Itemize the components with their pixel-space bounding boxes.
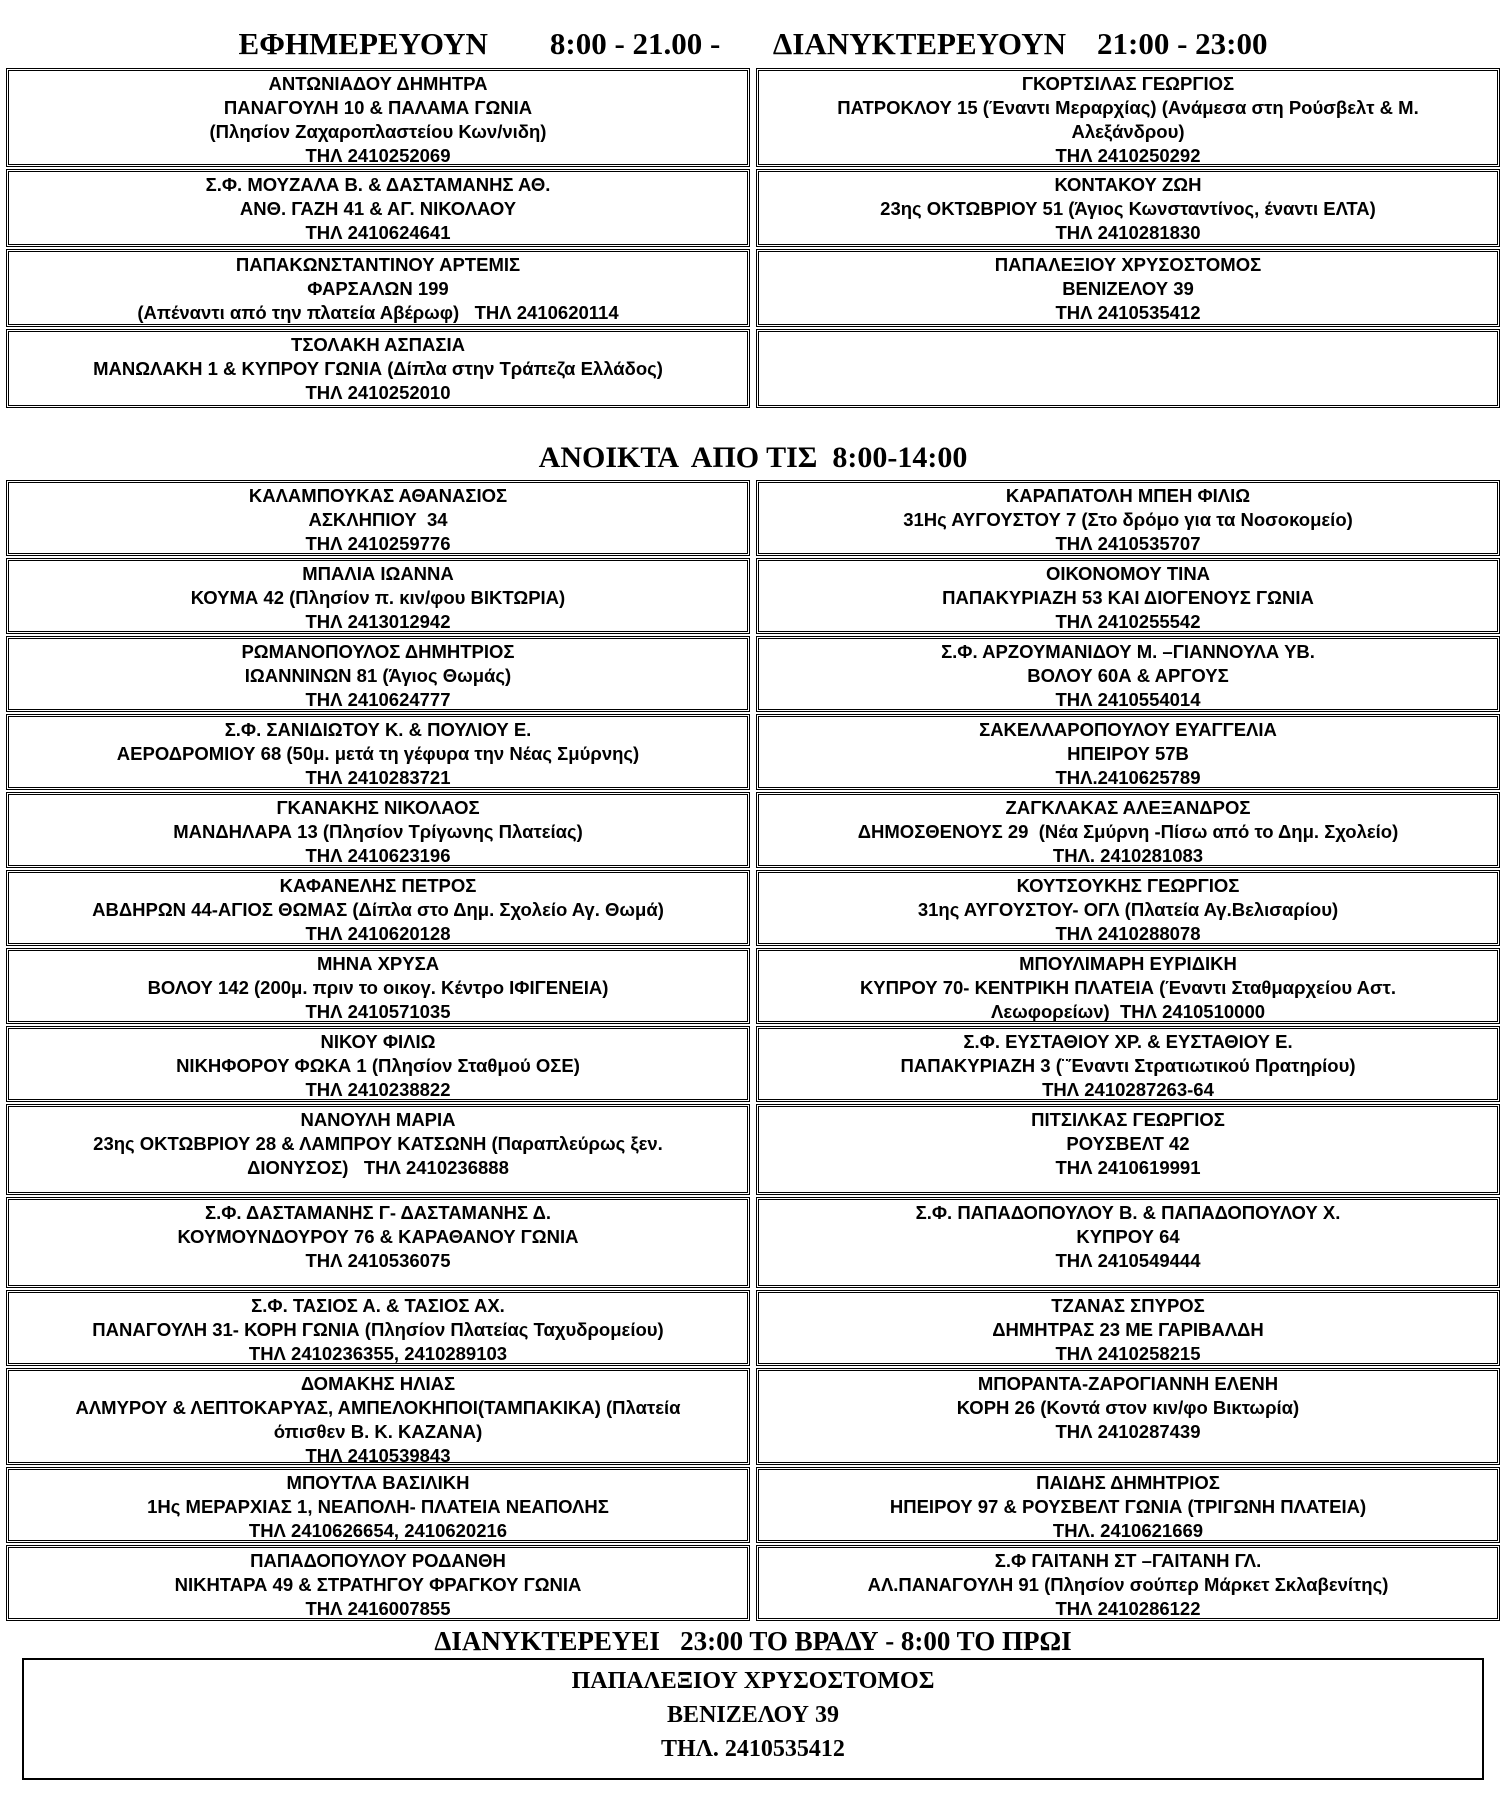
pharmacy-entry [756, 68, 1500, 167]
pharmacy-detail: ΡΟΥΣΒΕΛΤ 42 [1066, 1133, 1190, 1154]
pharmacy-entry [756, 1026, 1500, 1102]
pharmacy-detail: ΤΗΛ 2410281830 [1055, 222, 1201, 243]
duty-hours-heading: ΕΦΗΜΕΡΕΥΟΥΝ 8:00 - 21.00 - ΔΙΑΝΥΚΤΕΡΕΥΟΥΝ 21:00 - 23:00 [238, 26, 1268, 61]
pharmacy-entry [6, 1368, 750, 1465]
pharmacy-entry [756, 558, 1500, 634]
pharmacy-entry [6, 1290, 750, 1366]
pharmacy-name: Σ.Φ ΓΑΙΤΑΝΗ ΣΤ –ΓΑΙΤΑΝΗ ΓΛ. [994, 1550, 1262, 1571]
pharmacy-detail: ΤΗΛ 2410252069 [305, 145, 451, 166]
pharmacy-name: Σ.Φ. ΔΑΣΤΑΜΑΝΗΣ Γ- ΔΑΣΤΑΜΑΝΗΣ Δ. [204, 1202, 552, 1223]
pharmacy-detail: ΠΑΠΑΚΥΡΙΑΖΗ 3 (¨Έναντι Στρατιωτικού Πρατηρίου) [900, 1055, 1356, 1076]
pharmacy-detail: ΑΒΔΗΡΩΝ 44-ΑΓΙΟΣ ΘΩΜΑΣ (Δίπλα στο Δημ. Σχολείο Αγ. Θωμά) [92, 899, 664, 920]
pharmacy-detail: ΚΟΡΗ 26 (Κοντά στον κιν/φο Βικτωρία) [956, 1397, 1300, 1418]
pharmacy-entry [6, 1197, 750, 1288]
pharmacy-name: Σ.Φ. ΕΥΣΤΑΘΙΟΥ ΧΡ. & ΕΥΣΤΑΘΙΟΥ Ε. [963, 1031, 1293, 1052]
pharmacy-detail: ΤΗΛ 2410571035 [305, 1001, 451, 1022]
pharmacy-entry [6, 169, 750, 247]
overnight-pharmacy-address: ΒΕΝΙΖΕΛΟΥ 39 [667, 1702, 839, 1728]
pharmacy-name: ΟΙΚΟΝΟΜΟΥ ΤΙΝΑ [1045, 563, 1211, 584]
pharmacy-detail: ΒΟΛΟΥ 60Α & ΑΡΓΟΥΣ [1027, 665, 1229, 686]
pharmacy-name: ΠΑΠΑΛΕΞΙΟΥ ΧΡΥΣΟΣΤΟΜΟΣ [994, 254, 1262, 275]
open-hours-heading: ΑΝΟΙΚΤΑ ΑΠΟ ΤΙΣ 8:00-14:00 [538, 441, 968, 474]
pharmacy-entry [756, 792, 1500, 868]
pharmacy-detail: Λεωφορείων) ΤΗΛ 2410510000 [990, 1001, 1266, 1022]
pharmacy-detail: ΑΛΜΥΡΟΥ & ΛΕΠΤΟΚΑΡΥΑΣ, ΑΜΠΕΛΟΚΗΠΟΙ(ΤΑΜΠΑΚΙΚΑ) (Πλατεία [75, 1397, 681, 1418]
pharmacy-detail: ΔΗΜΟΣΘΕΝΟΥΣ 29 (Νέα Σμύρνη -Πίσω από το Δημ. Σχολείο) [857, 821, 1399, 842]
pharmacy-detail: ΤΗΛ 2410624641 [305, 222, 451, 243]
pharmacy-detail: ΠΑΝΑΓΟΥΛΗ 10 & ΠΑΛΑΜΑ ΓΩΝΙΑ [223, 97, 533, 118]
pharmacy-entry [6, 480, 750, 556]
pharmacy-entry [6, 1545, 750, 1621]
pharmacy-entry [756, 1197, 1500, 1288]
pharmacy-detail: ΚΟΥΜΑ 42 (Πλησίον π. κιν/φου ΒΙΚΤΩΡΙΑ) [190, 587, 566, 608]
pharmacy-detail: ΠΑΝΑΓΟΥΛΗ 31- ΚΟΡΗ ΓΩΝΙΑ (Πλησίον Πλατείας Ταχυδρομείου) [92, 1319, 664, 1340]
pharmacy-detail: 23ης ΟΚΤΩΒΡΙΟΥ 28 & ΛΑΜΠΡΟΥ ΚΑΤΣΩΝΗ (Παραπλεύρως ξεν. [93, 1133, 663, 1154]
pharmacy-detail: ΚΟΥΜΟΥΝΔΟΥΡΟΥ 76 & ΚΑΡΑΘΑΝΟΥ ΓΩΝΙΑ [177, 1226, 579, 1247]
pharmacy-detail: ΤΗΛ.2410625789 [1055, 767, 1201, 788]
pharmacy-detail: (Πλησίον Ζαχαροπλαστείου Κων/νιδη) [209, 121, 547, 142]
pharmacy-detail: ΤΗΛ 2410623196 [305, 845, 451, 866]
pharmacy-detail: ΝΙΚΗΤΑΡΑ 49 & ΣΤΡΑΤΗΓΟΥ ΦΡΑΓΚΟΥ ΓΩΝΙΑ [174, 1574, 582, 1595]
pharmacy-name: Σ.Φ. ΠΑΠΑΔΟΠΟΥΛΟΥ Β. & ΠΑΠΑΔΟΠΟΥΛΟΥ Χ. [915, 1202, 1341, 1223]
pharmacy-name: ΜΠΟΥΤΛΑ ΒΑΣΙΛΙΚΗ [286, 1472, 470, 1493]
pharmacy-entry [756, 169, 1500, 247]
pharmacy-detail: ΤΗΛ 2410535707 [1055, 533, 1201, 554]
pharmacy-entry [756, 948, 1500, 1024]
pharmacy-detail: 31Ης ΑΥΓΟΥΣΤΟΥ 7 (Στο δρόμο για τα Νοσοκομείο) [903, 509, 1353, 530]
pharmacy-detail: ΤΗΛ 2410287263-64 [1042, 1079, 1214, 1100]
pharmacy-detail: ΤΗΛ 2410554014 [1055, 689, 1201, 710]
pharmacy-detail: ΤΗΛ 2410250292 [1055, 145, 1201, 166]
pharmacy-detail: ΤΗΛ. 2410281083 [1052, 845, 1204, 866]
pharmacy-name: ΚΟΝΤΑΚΟΥ ΖΩΗ [1054, 174, 1202, 195]
pharmacy-name: ΑΝΤΩΝΙΑΔΟΥ ΔΗΜΗΤΡΑ [268, 73, 488, 94]
pharmacy-detail: ΔΙΟΝΥΣΟΣ) ΤΗΛ 2410236888 [247, 1157, 509, 1178]
pharmacy-detail: ΤΗΛ 2410238822 [305, 1079, 451, 1100]
pharmacy-detail: ΤΗΛ 2410252010 [305, 382, 451, 403]
pharmacy-entry [6, 636, 750, 712]
pharmacy-name: ΠΑΠΑΔΟΠΟΥΛΟΥ ΡΟΔΑΝΘΗ [250, 1550, 506, 1571]
pharmacy-detail: ΝΙΚΗΦΟΡΟΥ ΦΩΚΑ 1 (Πλησίον Σταθμού ΟΣΕ) [176, 1055, 580, 1076]
pharmacy-detail: ΦΑΡΣΑΛΩΝ 199 [307, 278, 449, 299]
pharmacy-detail: ΗΠΕΙΡΟΥ 97 & ΡΟΥΣΒΕΛΤ ΓΩΝΙΑ (ΤΡΙΓΩΝΗ ΠΛΑΤΕΙΑ) [889, 1496, 1367, 1517]
pharmacy-name: ΠΑΠΑΚΩΝΣΤΑΝΤΙΝΟΥ ΑΡΤΕΜΙΣ [235, 254, 521, 275]
pharmacy-detail: ΤΗΛ 2410258215 [1055, 1343, 1201, 1364]
pharmacy-detail: ΤΗΛ 2410286122 [1055, 1598, 1201, 1619]
pharmacy-name: ΜΗΝΑ ΧΡΥΣΑ [316, 953, 440, 974]
pharmacy-detail: ΑΕΡΟΔΡΟΜΙΟΥ 68 (50μ. μετά τη γέφυρα την Νέας Σμύρνης) [116, 743, 640, 764]
pharmacy-name: ΚΑΡΑΠΑΤΟΛΗ ΜΠΕΗ ΦΙΛΙΩ [1005, 485, 1251, 506]
pharmacy-detail: ΤΗΛ 2410535412 [1055, 302, 1201, 323]
pharmacy-detail: (Απέναντι από την πλατεία Αβέρωφ) ΤΗΛ 2410620114 [137, 302, 619, 323]
pharmacy-detail: ΤΗΛ 2410283721 [305, 767, 451, 788]
pharmacy-name: ΠΙΤΣΙΛΚΑΣ ΓΕΩΡΓΙΟΣ [1031, 1109, 1225, 1130]
pharmacy-detail: ΚΥΠΡΟΥ 64 [1076, 1226, 1180, 1247]
pharmacy-name: ΜΠΟΡΑΝΤΑ-ΖΑΡΟΓΙΑΝΝΗ ΕΛΕΝΗ [977, 1373, 1279, 1394]
pharmacy-detail: Αλεξάνδρου) [1071, 121, 1185, 142]
pharmacy-detail: ΒΕΝΙΖΕΛΟΥ 39 [1062, 278, 1194, 299]
pharmacy-detail: ΜΑΝΔΗΛΑΡΑ 13 (Πλησίον Τρίγωνης Πλατείας) [173, 821, 583, 842]
pharmacy-entry [756, 1104, 1500, 1195]
pharmacy-entry [6, 792, 750, 868]
pharmacy-entry [756, 636, 1500, 712]
pharmacy-detail: ΚΥΠΡΟΥ 70- ΚΕΝΤΡΙΚΗ ΠΛΑΤΕΙΑ (Έναντι Σταθμαρχείου Αστ. [859, 977, 1397, 998]
pharmacy-name: ΝΙΚΟΥ ΦΙΛΙΩ [320, 1031, 436, 1052]
pharmacy-detail: ΤΗΛ 2410539843 [305, 1445, 451, 1465]
pharmacy-detail: 23ης ΟΚΤΩΒΡΙΟΥ 51 (Άγιος Κωνσταντίνος, έναντι ΕΛΤΑ) [880, 198, 1376, 219]
pharmacy-detail: ΤΗΛ. 2410621669 [1052, 1520, 1204, 1541]
pharmacy-name: ΚΑΛΑΜΠΟΥΚΑΣ ΑΘΑΝΑΣΙΟΣ [248, 485, 508, 506]
pharmacy-detail: ΤΗΛ 2410255542 [1055, 611, 1201, 632]
pharmacy-detail: ΤΗΛ 2410259776 [305, 533, 451, 554]
pharmacy-detail: ΙΩΑΝΝΙΝΩΝ 81 (Άγιος Θωμάς) [244, 665, 512, 686]
pharmacy-entry [756, 329, 1500, 408]
pharmacy-entry [756, 1290, 1500, 1366]
pharmacy-entry [6, 329, 750, 408]
pharmacy-detail: ΠΑΤΡΟΚΛΟΥ 15 (Έναντι Μεραρχίας) (Ανάμεσα στη Ρούσβελτ & Μ. [837, 97, 1419, 118]
pharmacy-name: ΜΠΑΛΙΑ ΙΩΑΝΝΑ [302, 563, 454, 584]
pharmacy-detail: 1Ης ΜΕΡΑΡΧΙΑΣ 1, ΝΕΑΠΟΛΗ- ΠΛΑΤΕΙΑ ΝΕΑΠΟΛΗΣ [147, 1496, 609, 1517]
overnight-pharmacy-name: ΠΑΠΑΛΕΞΙΟΥ ΧΡΥΣΟΣΤΟΜΟΣ [571, 1668, 935, 1694]
pharmacy-detail: ΤΗΛ 2410620128 [305, 923, 451, 944]
pharmacy-detail: ΤΗΛ 2410624777 [305, 689, 451, 710]
pharmacy-detail: ΜΑΝΩΛΑΚΗ 1 & ΚΥΠΡΟΥ ΓΩΝΙΑ (Δίπλα στην Τράπεζα Ελλάδος) [93, 358, 663, 379]
pharmacy-name: ΖΑΓΚΛΑΚΑΣ ΑΛΕΞΑΝΔΡΟΣ [1005, 797, 1251, 818]
pharmacy-detail: 31ης ΑΥΓΟΥΣΤΟΥ- ΟΓΛ (Πλατεία Αγ.Βελισαρίου) [917, 899, 1339, 920]
pharmacy-detail: ΑΛ.ΠΑΝΑΓΟΥΛΗ 91 (Πλησίον σούπερ Μάρκετ Σκλαβενίτης) [867, 1574, 1389, 1595]
pharmacy-entry [756, 1368, 1500, 1465]
overnight-heading: ΔΙΑΝΥΚΤΕΡΕΥΕΙ 23:00 ΤΟ ΒΡΑΔΥ - 8:00 ΤΟ ΠΡΩΙ [434, 1626, 1072, 1656]
pharmacy-detail: όπισθεν Β. Κ. ΚΑΖΑΝΑ) [273, 1421, 483, 1442]
pharmacy-entry [756, 1467, 1500, 1543]
pharmacy-entry [6, 68, 750, 167]
pharmacy-detail: ΠΑΠΑΚΥΡΙΑΖΗ 53 ΚΑΙ ΔΙΟΓΕΝΟΥΣ ΓΩΝΙΑ [942, 587, 1314, 608]
pharmacy-detail: ΤΗΛ 2410549444 [1055, 1250, 1201, 1271]
pharmacy-detail: ΤΗΛ 2410287439 [1055, 1421, 1201, 1442]
pharmacy-name: Σ.Φ. ΜΟΥΖΑΛΑ Β. & ΔΑΣΤΑΜΑΝΗΣ ΑΘ. [205, 174, 551, 195]
pharmacy-detail: ΤΗΛ 2413012942 [305, 611, 451, 632]
pharmacy-detail: ΔΗΜΗΤΡΑΣ 23 ΜΕ ΓΑΡΙΒΑΛΔΗ [992, 1319, 1264, 1340]
pharmacy-entry [6, 948, 750, 1024]
pharmacy-entry [6, 1026, 750, 1102]
pharmacy-detail: ΤΗΛ 2410288078 [1055, 923, 1201, 944]
pharmacy-entry [6, 1104, 750, 1195]
duty-pharmacies-table [6, 68, 1500, 410]
pharmacy-name: ΝΑΝΟΥΛΗ ΜΑΡΙΑ [300, 1109, 456, 1130]
pharmacy-entry [6, 249, 750, 327]
pharmacy-name: ΤΣΟΛΑΚΗ ΑΣΠΑΣΙΑ [291, 334, 465, 355]
pharmacy-entry [756, 714, 1500, 790]
pharmacy-detail: ΤΗΛ 2416007855 [305, 1598, 451, 1619]
pharmacy-entry [756, 870, 1500, 946]
pharmacy-entry [6, 558, 750, 634]
pharmacy-name: ΔΟΜΑΚΗΣ ΗΛΙΑΣ [300, 1373, 456, 1394]
pharmacy-detail: ΒΟΛΟΥ 142 (200μ. πριν το οικογ. Κέντρο ΙΦΙΓΕΝΕΙΑ) [147, 977, 609, 998]
pharmacy-entry [756, 249, 1500, 327]
open-pharmacies-table [6, 480, 1500, 1623]
pharmacy-name: ΡΩΜΑΝΟΠΟΥΛΟΣ ΔΗΜΗΤΡΙΟΣ [241, 641, 515, 662]
pharmacy-detail: ΤΗΛ 2410626654, 2410620216 [248, 1520, 508, 1541]
pharmacy-name: ΓΚΑΝΑΚΗΣ ΝΙΚΟΛΑΟΣ [276, 797, 480, 818]
pharmacy-name: ΚΑΦΑΝΕΛΗΣ ΠΕΤΡΟΣ [279, 875, 477, 896]
overnight-pharmacy-phone: ΤΗΛ. 2410535412 [661, 1736, 845, 1762]
pharmacy-detail: ΤΗΛ 2410536075 [305, 1250, 451, 1271]
pharmacy-entry [6, 1467, 750, 1543]
pharmacy-name: ΚΟΥΤΣΟΥΚΗΣ ΓΕΩΡΓΙΟΣ [1016, 875, 1240, 896]
overnight-pharmacy-box [22, 1658, 1484, 1780]
pharmacy-name: ΣΑΚΕΛΛΑΡΟΠΟΥΛΟΥ ΕΥΑΓΓΕΛΙΑ [979, 719, 1277, 740]
pharmacy-detail: ΗΠΕΙΡΟΥ 57Β [1067, 743, 1189, 764]
pharmacy-detail: ΑΝΘ. ΓΑΖΗ 41 & ΑΓ. ΝΙΚΟΛΑΟΥ [239, 198, 517, 219]
pharmacy-name: Σ.Φ. ΤΑΣΙΟΣ Α. & ΤΑΣΙΟΣ ΑΧ. [251, 1295, 505, 1316]
pharmacy-entry [756, 480, 1500, 556]
pharmacy-detail: ΑΣΚΛΗΠΙΟΥ 34 [308, 509, 448, 530]
pharmacy-entry [6, 714, 750, 790]
pharmacy-entry [6, 870, 750, 946]
pharmacy-name: Σ.Φ. ΑΡΖΟΥΜΑΝΙΔΟΥ Μ. –ΓΙΑΝΝΟΥΛΑ ΥΒ. [941, 641, 1315, 662]
pharmacy-detail: ΤΗΛ 2410236355, 2410289103 [248, 1343, 508, 1364]
pharmacy-name: Σ.Φ. ΣΑΝΙΔΙΩΤΟΥ Κ. & ΠΟΥΛΙΟΥ Ε. [224, 719, 532, 740]
pharmacy-name: ΓΚΟΡΤΣΙΛΑΣ ΓΕΩΡΓΙΟΣ [1021, 73, 1235, 94]
pharmacy-entry [756, 1545, 1500, 1621]
pharmacy-name: ΤΖΑΝΑΣ ΣΠΥΡΟΣ [1051, 1295, 1205, 1316]
pharmacy-name: ΠΑΙΔΗΣ ΔΗΜΗΤΡΙΟΣ [1036, 1472, 1220, 1493]
pharmacy-detail: ΤΗΛ 2410619991 [1055, 1157, 1201, 1178]
pharmacy-name: ΜΠΟΥΛΙΜΑΡΗ ΕΥΡΙΔΙΚΗ [1019, 953, 1237, 974]
